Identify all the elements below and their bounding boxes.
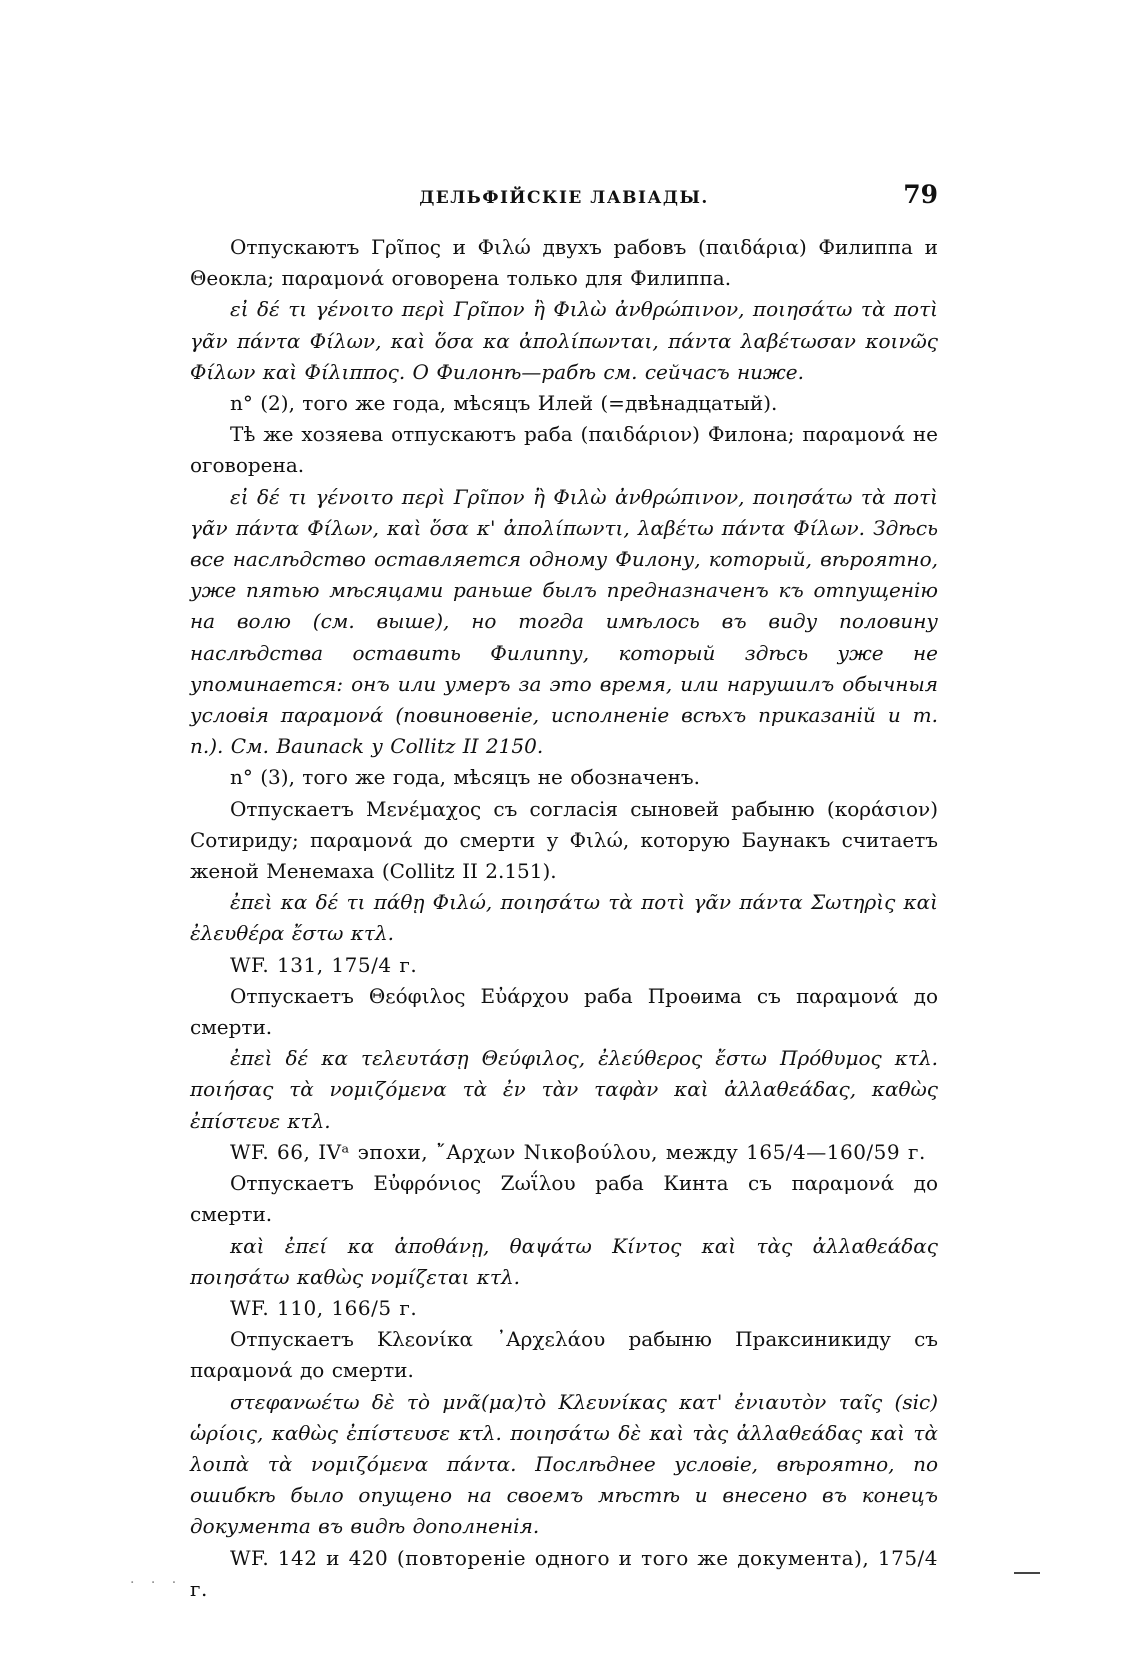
document-entry-heading: n° (2), того же года, мѣсяцъ Илей (=двѣнадцатый). xyxy=(230,391,778,416)
greek-quote: στεφανωέτω δὲ τὸ μνᾶ(μα)τὸ Κλευνίκας κατ' ἐνιαυτὸν ταῖς (sic) ὡρίοις, καθὼς ἐπίστευσε κτλ. ποιησάτω δὲ καὶ τὰς ἀλλαθεάδας καὶ τὰ λοιπὰ τὰ νομιζόμενα πάντα. Послѣднее условіе, вѣроятно, по ошибкѣ было опущено на своемъ мѣстѣ и внесено въ конецъ документа въ видѣ дополненія. xyxy=(190,1389,938,1539)
running-title: ДЕЛЬФІЙСКІЕ ЛАВІАДЫ. xyxy=(419,188,709,208)
greek-quote: εἰ δέ τι γένοιτο περὶ Γρῖπον ἢ Φιλὼ ἀνθρώπινον, ποιησάτω τὰ ποτὶ γᾶν πάντα Φίλων, καὶ ὅσα κα ἀπολίπωνται, πάντα λαβέτωσαν κοινῶς Φίλων καὶ Φίλιππος. О Филонѣ—рабѣ см. сейчасъ ниже. xyxy=(190,297,938,384)
paragraph: Отпускаетъ Κλεονίκα ᾿Αρχελάου рабыню Праксиникиду съ παραμονά до смерти. xyxy=(190,1327,938,1383)
paragraph: Отпускаютъ Γρῖπος и Φιλώ двухъ рабовъ (παιδάρια) Филиппа и Θеокла; παραμονά оговорена только для Филиппа. xyxy=(190,235,938,291)
page-header xyxy=(190,180,938,220)
wf-reference: WF. 142 и 420 (повтореніе одного и того же документа), 175/4 г. xyxy=(190,1545,938,1601)
wf-reference: WF. 110, 166/5 г. xyxy=(230,1295,418,1320)
greek-quote: ἐπεὶ κα δέ τι πάθῃ Φιλώ, ποιησάτω τὰ ποτὶ γᾶν πάντα Σωτηρὶς καὶ ἐλευθέρα ἔστω κτλ. xyxy=(190,890,938,946)
wf-reference: WF. 66, IVᵃ эпохи, ῎Αρχων Νικοβούλου, между 165/4—160/59 г. xyxy=(230,1139,926,1164)
paragraph: Тѣ же хозяева отпускаютъ раба (παιδάριον) Филона; παραμονά не оговорена. xyxy=(190,422,938,478)
scan-mark xyxy=(1014,1572,1040,1574)
paragraph: Отпускаетъ Θεόφιλος Εὐάρχου раба Проѳима съ παραμονά до смерти. xyxy=(190,983,938,1040)
scan-specks: · · · xyxy=(130,1575,183,1591)
page-number: 79 xyxy=(903,180,938,209)
document-entry-heading: n° (3), того же года, мѣсяцъ не обозначенъ. xyxy=(230,765,700,790)
greek-quote: καὶ ἐπεί κα ἀποθάνῃ, θαψάτω Κίντος καὶ τὰς ἀλλαθεάδας ποιησάτω καθὼς νομίζεται κτλ. xyxy=(190,1233,938,1289)
greek-quote: εἰ δέ τι γένοιτο περὶ Γρῖπον ἢ Φιλὼ ἀνθρώπινον, ποιησάτω τὰ ποτὶ γᾶν πάντα Φίλων, καὶ ὅσα κ' ἀπολίπωντι, λαβέτω πάντα Φίλων. Здѣсь все наслѣдство оставляется одному Филону, который, вѣроятно, уже пятью мѣсяцами раньше былъ предназначенъ къ отпущенію на волю (см. выше), но тогда имѣлось въ виду половину наслѣдства оставить Филиппу, который здѣсь уже не упоминается: онъ или умеръ за это время, или нарушилъ обычныя условія παραμονά (повиновеніе, исполненіе всѣхъ приказаній и т. п.). См. Baunack у Collitz II 2150. xyxy=(190,484,938,759)
paragraph: Отпускаетъ Εὐφρόνιος Ζωΐλου раба Кинта съ παραμονά до смерти. xyxy=(190,1171,938,1227)
body-text xyxy=(190,232,938,1605)
greek-quote: ἐπεὶ δέ κα τελευτάσῃ Θεύφιλος, ἐλεύθερος ἔστω Πρόθυμος κτλ. ποιήσας τὰ νομιζόμενα τὰ ἐν τὰν ταφὰν καὶ ἀλλαθεάδας, καθὼς ἐπίστευε κτλ. xyxy=(190,1046,938,1133)
paragraph: Отпускаетъ Μενέμαχος съ согласія сыновей рабыню (κοράσιον) Сотириду; παραμονά до смерти у Φιλώ, которую Баунакъ считаетъ женой Менемаха (Collitz II 2.151). xyxy=(190,796,938,884)
wf-reference: WF. 131, 175/4 г. xyxy=(230,952,418,977)
